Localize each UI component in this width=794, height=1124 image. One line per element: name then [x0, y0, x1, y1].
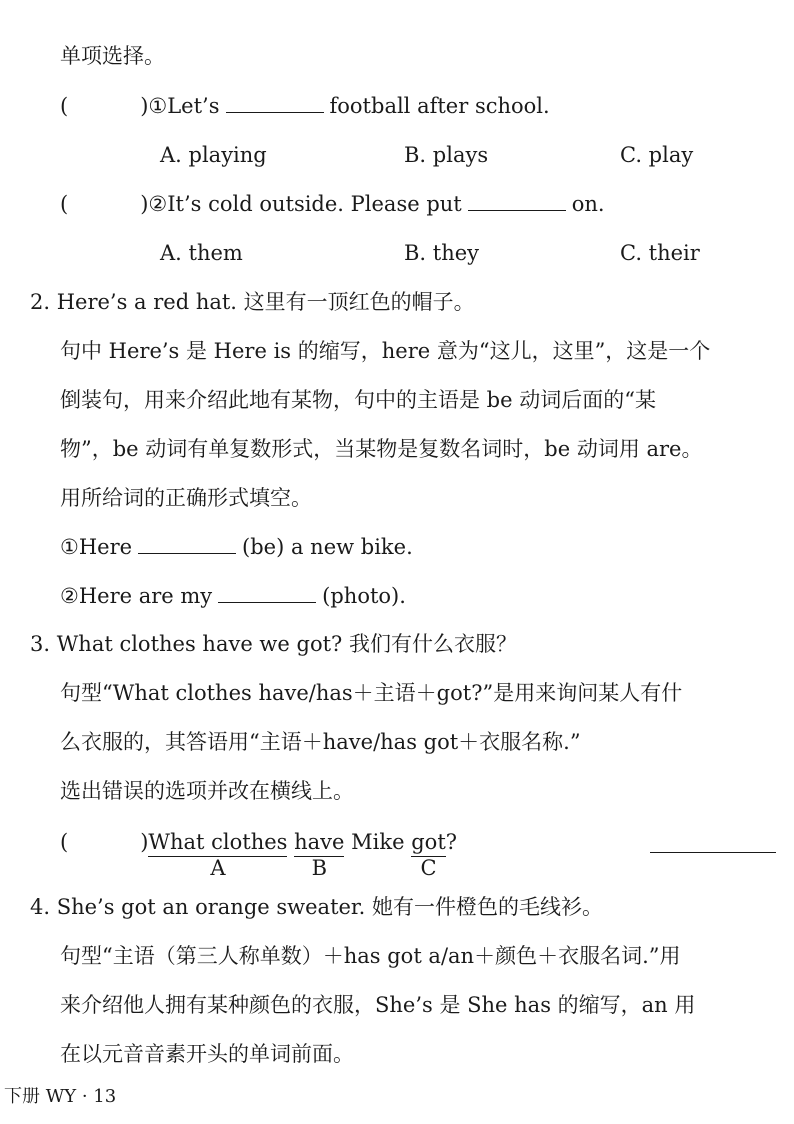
answer-paren-close: )	[140, 830, 149, 854]
exercise-text-before: ②Here are my	[60, 584, 213, 608]
option-label-a: A	[210, 856, 226, 880]
question-2	[60, 194, 605, 215]
explanation-line: 倒装句，用来介绍此地有某物，句中的主语是 be 动词后面的“某	[60, 388, 656, 412]
fill-blank[interactable]	[226, 111, 324, 113]
exercise-2	[60, 586, 406, 607]
question-text-before: Let’s	[167, 94, 220, 118]
explanation-line: 么衣服的，其答语用“主语＋have/has got＋衣服名称.”	[60, 730, 581, 754]
exercise-text-before: ①Here	[60, 535, 133, 559]
instruction-line: 用所给词的正确形式填空。	[60, 486, 312, 510]
option-b[interactable]: B. plays	[404, 143, 489, 167]
exercise-1	[60, 537, 413, 558]
question-mark: ?	[445, 830, 458, 854]
answer-paren-close: )	[140, 192, 149, 216]
underlined-option-b[interactable]: have B	[294, 830, 345, 880]
instruction-line: 选出错误的选项并改在横线上。	[60, 779, 354, 803]
explanation-line: 句型“What clothes have/has＋主语＋got?”是用来询问某人有什	[60, 681, 683, 705]
answer-paren-close: )	[140, 94, 149, 118]
question-1	[60, 96, 550, 117]
exercise-text-after: (photo).	[322, 584, 406, 608]
exercise-text-after: (be) a new bike.	[242, 535, 413, 559]
underlined-option-a[interactable]: What clothes A	[148, 830, 288, 880]
correction-answer-line[interactable]	[650, 852, 776, 853]
fill-blank[interactable]	[218, 601, 316, 603]
explanation-line: 在以元音音素开头的单词前面。	[60, 1042, 354, 1066]
question-text-before: It’s cold outside. Please put	[167, 192, 462, 216]
question-number: ②	[148, 192, 168, 216]
section2-title: 2. Here’s a red hat. 这里有一顶红色的帽子。	[30, 290, 475, 314]
answer-paren-open: (	[60, 830, 69, 854]
underlined-option-c[interactable]: got C	[411, 830, 446, 880]
explanation-line: 句中 Here’s 是 Here is 的缩写，here 意为“这儿，这里”，这是一个	[60, 339, 711, 363]
option-label-b: B	[311, 856, 328, 880]
option-c[interactable]: C. their	[620, 241, 700, 265]
question-text-after: on.	[571, 192, 605, 216]
answer-paren-open: (	[60, 192, 69, 216]
fill-blank[interactable]	[468, 209, 566, 211]
error-correction-question	[60, 830, 458, 880]
question-number: ①	[148, 94, 168, 118]
page-footer: 下册 WY · 13	[4, 1086, 117, 1107]
option-b[interactable]: B. they	[404, 241, 480, 265]
explanation-line: 句型“主语（第三人称单数）＋has got a/an＋颜色＋衣服名词.”用	[60, 944, 681, 968]
explanation-line: 物”，be 动词有单复数形式，当某物是复数名词时，be 动词用 are。	[60, 437, 703, 461]
section4-title: 4. She’s got an orange sweater. 她有一件橙色的毛线衫。	[30, 895, 604, 919]
option-a[interactable]: A. playing	[160, 143, 267, 167]
question-text-after: football after school.	[329, 94, 550, 118]
section1-heading: 单项选择。	[60, 44, 165, 68]
option-c[interactable]: C. play	[620, 143, 694, 167]
option-a[interactable]: A. them	[160, 241, 243, 265]
option-label-c: C	[420, 856, 437, 880]
answer-paren-open: (	[60, 94, 69, 118]
section3-title: 3. What clothes have we got? 我们有什么衣服？	[30, 632, 517, 656]
question-middle-text: Mike	[351, 830, 405, 854]
fill-blank[interactable]	[138, 552, 236, 554]
explanation-line: 来介绍他人拥有某种颜色的衣服，She’s 是 She has 的缩写，an 用	[60, 993, 696, 1017]
